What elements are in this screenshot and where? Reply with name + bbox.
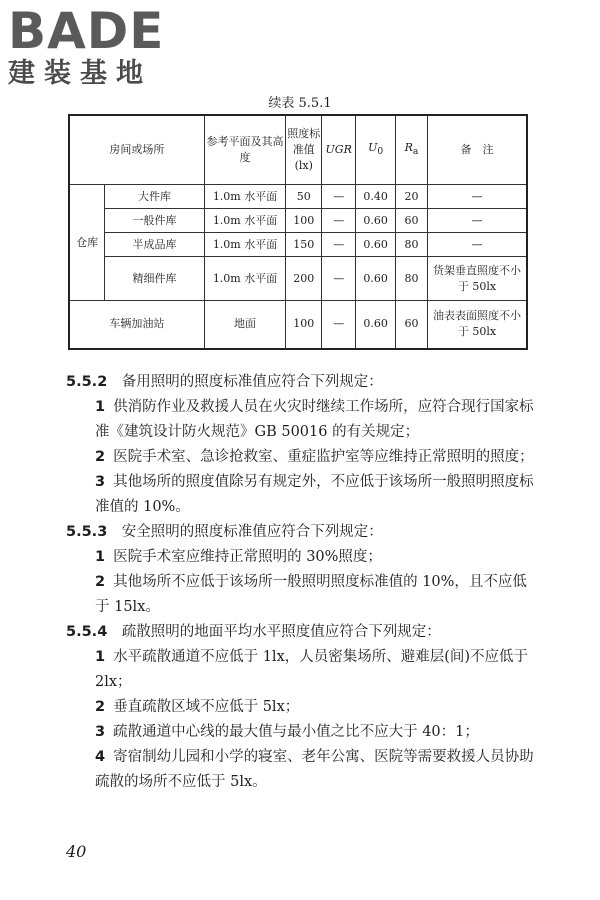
cell-ugr: — xyxy=(322,185,356,209)
illuminance-table xyxy=(68,114,528,350)
cell-u0: 0.60 xyxy=(356,209,396,233)
section-heading xyxy=(66,620,534,645)
header-u0 xyxy=(356,115,396,185)
header-ra xyxy=(396,115,428,185)
cell-ugr: — xyxy=(322,257,356,301)
table-row xyxy=(69,209,527,233)
item-number: 4 xyxy=(95,749,106,765)
cell-ugr: — xyxy=(322,233,356,257)
table-caption: 续表 5.5.1 xyxy=(268,96,332,111)
cell-name: 精细件库 xyxy=(105,257,204,301)
cell-illuminance: 50 xyxy=(286,185,322,209)
cell-illuminance: 100 xyxy=(286,301,322,349)
logo-tagline: 建装基地 xyxy=(8,58,152,89)
list-item xyxy=(66,445,534,470)
section-number: 5.5.2 xyxy=(66,374,108,390)
header-plane: 参考平面及其高度 xyxy=(204,115,286,185)
cell-u0: 0.40 xyxy=(356,185,396,209)
list-item xyxy=(66,395,534,445)
list-item xyxy=(66,645,534,695)
cell-illuminance: 200 xyxy=(286,257,322,301)
item-text: 其他场所不应低于该场所一般照明照度标准值的 10%，且不应低于 15lx。 xyxy=(95,574,527,615)
cell-ra: 80 xyxy=(396,257,428,301)
list-item xyxy=(66,545,534,570)
table-row xyxy=(69,257,527,301)
cell-u0: 0.60 xyxy=(356,257,396,301)
table-header-row xyxy=(69,115,527,185)
header-room: 房间或场所 xyxy=(69,115,204,185)
body-text xyxy=(66,370,534,795)
item-number: 1 xyxy=(95,649,106,665)
list-item xyxy=(66,570,534,620)
item-text: 垂直疏散区域不应低于 5lx； xyxy=(113,699,300,715)
item-number: 2 xyxy=(95,449,106,465)
section-title: 安全照明的照度标准值应符合下列规定： xyxy=(121,524,383,540)
header-ugr: UGR xyxy=(322,115,356,185)
item-number: 2 xyxy=(95,574,106,590)
group-label-warehouse: 仓库 xyxy=(69,185,105,301)
item-number: 2 xyxy=(95,699,106,715)
item-text: 其他场所的照度值除另有规定外，不应低于该场所一般照明照度标准值的 10%。 xyxy=(95,474,534,515)
cell-u0: 0.60 xyxy=(356,301,396,349)
cell-ugr: — xyxy=(322,209,356,233)
table-row xyxy=(69,185,527,209)
header-u0-main: U xyxy=(368,140,378,154)
section-number: 5.5.4 xyxy=(66,624,108,640)
section-heading xyxy=(66,370,534,395)
section-number: 5.5.3 xyxy=(66,524,108,540)
logo xyxy=(8,2,178,90)
cell-plane: 1.0m 水平面 xyxy=(204,209,286,233)
cell-ra: 20 xyxy=(396,185,428,209)
item-number: 3 xyxy=(95,724,106,740)
cell-name: 车辆加油站 xyxy=(69,301,204,349)
item-text: 医院手术室应维持正常照明的 30%照度； xyxy=(113,549,382,565)
cell-name: 大件库 xyxy=(105,185,204,209)
section-title: 备用照明的照度标准值应符合下列规定： xyxy=(121,374,383,390)
cell-plane: 1.0m 水平面 xyxy=(204,257,286,301)
header-note: 备 注 xyxy=(427,115,527,185)
item-text: 供消防作业及救援人员在火灾时继续工作场所，应符合现行国家标准《建筑设计防火规范》GB 50016 的有关规定； xyxy=(95,399,534,440)
cell-ra: 60 xyxy=(396,209,428,233)
cell-plane: 地面 xyxy=(204,301,286,349)
cell-illuminance: 100 xyxy=(286,209,322,233)
item-text: 寄宿制幼儿园和小学的寝室、老年公寓、医院等需要救援人员协助疏散的场所不应低于 5lx。 xyxy=(95,749,534,790)
item-number: 3 xyxy=(95,474,106,490)
list-item xyxy=(66,720,534,745)
table-row xyxy=(69,233,527,257)
cell-plane: 1.0m 水平面 xyxy=(204,233,286,257)
header-u0-sub: 0 xyxy=(377,146,384,158)
list-item xyxy=(66,470,534,520)
cell-ra: 60 xyxy=(396,301,428,349)
cell-note: 货架垂直照度不小于 50lx xyxy=(427,257,527,301)
logo-brand: BADE xyxy=(8,2,165,60)
page-number: 40 xyxy=(66,842,87,861)
item-number: 1 xyxy=(95,549,106,565)
item-text: 医院手术室、急诊抢救室、重症监护室等应维持正常照明的照度； xyxy=(113,449,534,465)
section-title: 疏散照明的地面平均水平照度值应符合下列规定： xyxy=(121,624,441,640)
list-item xyxy=(66,745,534,795)
cell-name: 一般件库 xyxy=(105,209,204,233)
cell-note: — xyxy=(427,185,527,209)
cell-ugr: — xyxy=(322,301,356,349)
cell-plane: 1.0m 水平面 xyxy=(204,185,286,209)
header-ra-sub: a xyxy=(412,146,419,158)
cell-note: — xyxy=(427,209,527,233)
cell-u0: 0.60 xyxy=(356,233,396,257)
cell-name: 半成品库 xyxy=(105,233,204,257)
item-number: 1 xyxy=(95,399,106,415)
header-ra-main: R xyxy=(404,140,413,154)
cell-note: 油表表面照度不小于 50lx xyxy=(427,301,527,349)
list-item xyxy=(66,695,534,720)
cell-ra: 80 xyxy=(396,233,428,257)
header-illuminance: 照度标准值(lx) xyxy=(286,115,322,185)
table-row xyxy=(69,301,527,349)
cell-illuminance: 150 xyxy=(286,233,322,257)
section-heading xyxy=(66,520,534,545)
item-text: 疏散通道中心线的最大值与最小值之比不应大于 40：1； xyxy=(113,724,479,740)
cell-note: — xyxy=(427,233,527,257)
item-text: 水平疏散通道不应低于 1lx，人员密集场所、避难层(间)不应低于 2lx； xyxy=(95,649,529,690)
